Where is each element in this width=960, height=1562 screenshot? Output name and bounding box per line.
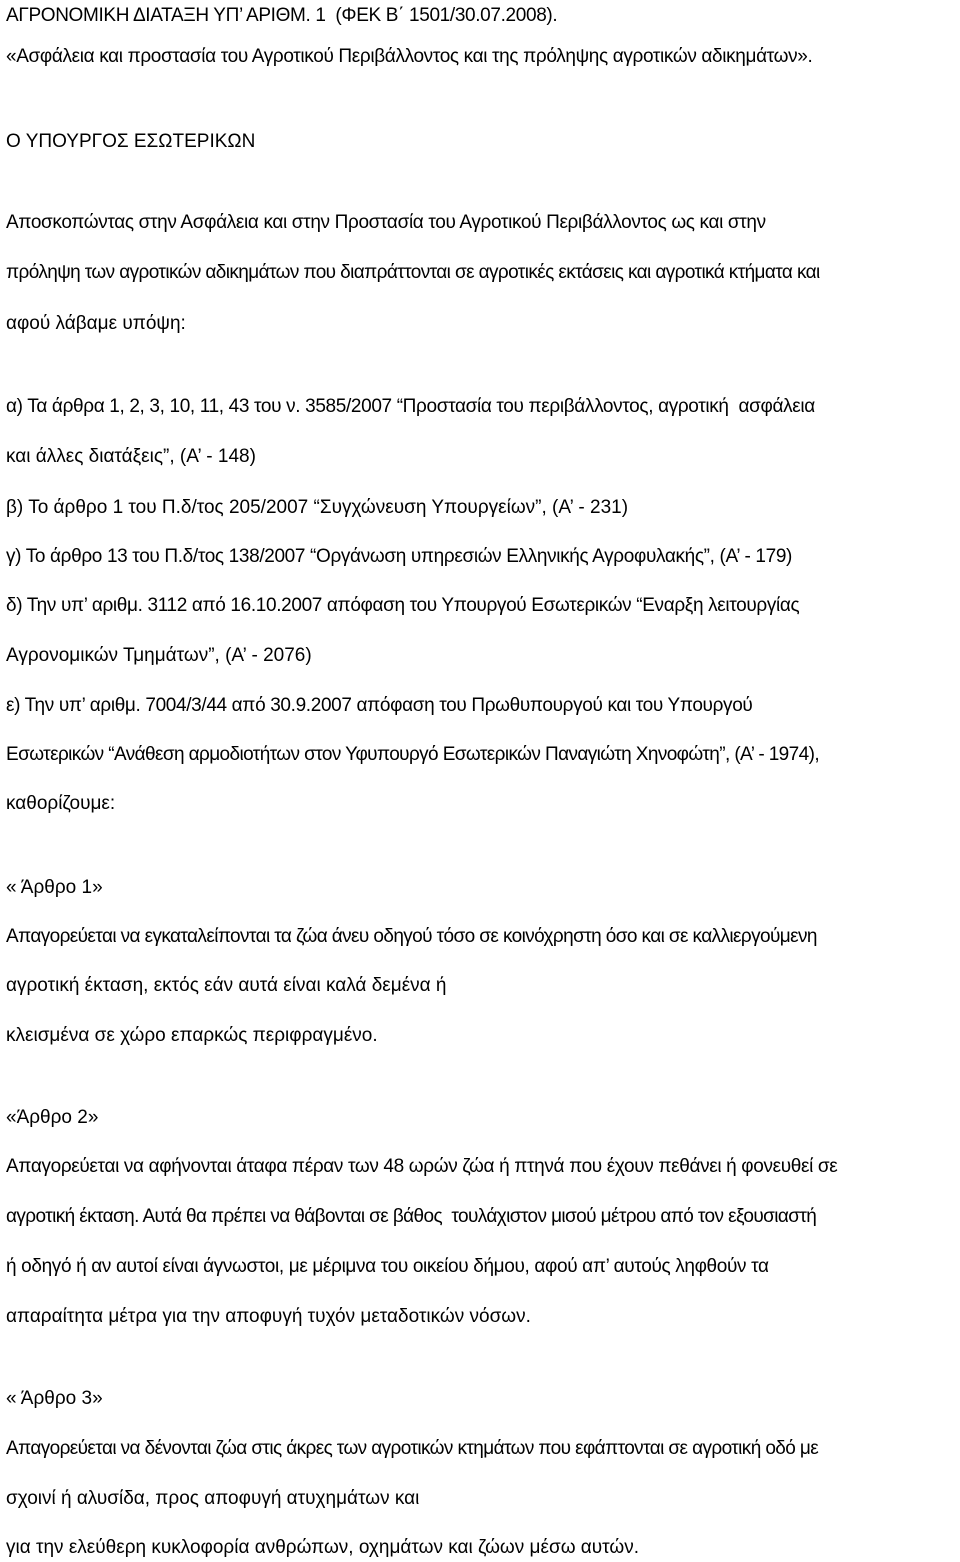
article-1-line: κλεισμένα σε χώρο επαρκώς περιφραγμένο.: [6, 1025, 378, 1046]
consideration-e: ε) Την υπ’ αριθμ. 7004/3/44 από 30.9.2007 απόφαση του Πρωθυπουργού και του Υπουργού: [6, 695, 753, 716]
article-1-title: « Άρθρο 1»: [6, 877, 103, 898]
article-3-line: για την ελεύθερη κυκλοφορία ανθρώπων, οχημάτων και ζώων μέσω αυτών.: [6, 1537, 640, 1558]
article-2-line: Απαγορεύεται να αφήνονται άταφα πέραν των 48 ωρών ζώα ή πτηνά που έχουν πεθάνει ή φονευθεί σε: [6, 1156, 838, 1177]
article-2-line: αγροτική έκταση. Αυτά θα πρέπει να θάβονται σε βάθος τουλάχιστον μισού μέτρου από τον εξουσιαστή: [6, 1206, 817, 1227]
decision-statement: καθορίζουμε:: [6, 793, 116, 814]
consideration-d: δ) Την υπ’ αριθμ. 3112 από 16.10.2007 απόφαση του Υπουργού Εσωτερικών “Εναρξη λειτουργίας: [6, 595, 800, 616]
article-2-line: ή οδηγό ή αν αυτοί είναι άγνωστοι, με μέριμνα του οικείου δήμου, αφού απ’ αυτούς ληφθούν τα: [6, 1256, 769, 1277]
preamble-line: αφού λάβαμε υπόψη:: [6, 313, 186, 334]
preamble-line: πρόληψη των αγροτικών αδικημάτων που διαπράττονται σε αγροτικές εκτάσεις και αγροτικά κτήματα και: [6, 262, 820, 283]
consideration-a-continued: και άλλες διατάξεις”, (Α’ - 148): [6, 446, 256, 467]
article-3-title: « Άρθρο 3»: [6, 1388, 103, 1409]
article-1-line: αγροτική έκταση, εκτός εάν αυτά είναι καλά δεμένα ή: [6, 975, 447, 996]
preamble-line: Αποσκοπώντας στην Ασφάλεια και στην Προστασία του Αγροτικού Περιβάλλοντος ως και στην: [6, 212, 766, 233]
consideration-e-continued: Εσωτερικών “Ανάθεση αρμοδιοτήτων στον Υφυπουργό Εσωτερικών Παναγιώτη Χηνοφώτη”, (Α’ - 1974),: [6, 744, 819, 765]
consideration-a: α) Τα άρθρα 1, 2, 3, 10, 11, 43 του ν. 3585/2007 “Προστασία του περιβάλλοντος, αγροτική ασφάλεια: [6, 396, 815, 417]
consideration-b: β) Το άρθρο 1 του Π.δ/τος 205/2007 “Συγχώνευση Υπουργείων”, (Α’ - 231): [6, 497, 629, 518]
article-3-line: Απαγορεύεται να δένονται ζώα στις άκρες των αγροτικών κτημάτων που εφάπτονται σε αγροτική οδό με: [6, 1438, 819, 1459]
article-2-title: «Άρθρο 2»: [6, 1107, 99, 1128]
issuer-heading: Ο ΥΠΟΥΡΓΟΣ ΕΣΩΤΕΡΙΚΩΝ: [6, 131, 256, 152]
article-3-line: σχοινί ή αλυσίδα, προς αποφυγή ατυχημάτων και: [6, 1488, 420, 1509]
article-1-line: Απαγορεύεται να εγκαταλείπονται τα ζώα άνευ οδηγού τόσο σε κοινόχρηστη όσο και σε καλλιεργούμενη: [6, 926, 817, 947]
decision-header: ΑΓΡΟΝΟΜΙΚΗ ΔΙΑΤΑΞΗ ΥΠ’ ΑΡΙΘΜ. 1 (ΦΕΚ Β΄ 1501/30.07.2008).: [6, 5, 558, 26]
article-2-line: απαραίτητα μέτρα για την αποφυγή τυχόν μεταδοτικών νόσων.: [6, 1306, 531, 1327]
consideration-d-continued: Αγρονομικών Τμημάτων”, (Α’ - 2076): [6, 645, 312, 666]
decision-subject: «Ασφάλεια και προστασία του Αγροτικού Περιβάλλοντος και της πρόληψης αγροτικών αδικημάτων».: [6, 46, 813, 67]
consideration-c: γ) Το άρθρο 13 του Π.δ/τος 138/2007 “Οργάνωση υπηρεσιών Ελληνικής Αγροφυλακής”, (Α’ - 179): [6, 546, 793, 567]
